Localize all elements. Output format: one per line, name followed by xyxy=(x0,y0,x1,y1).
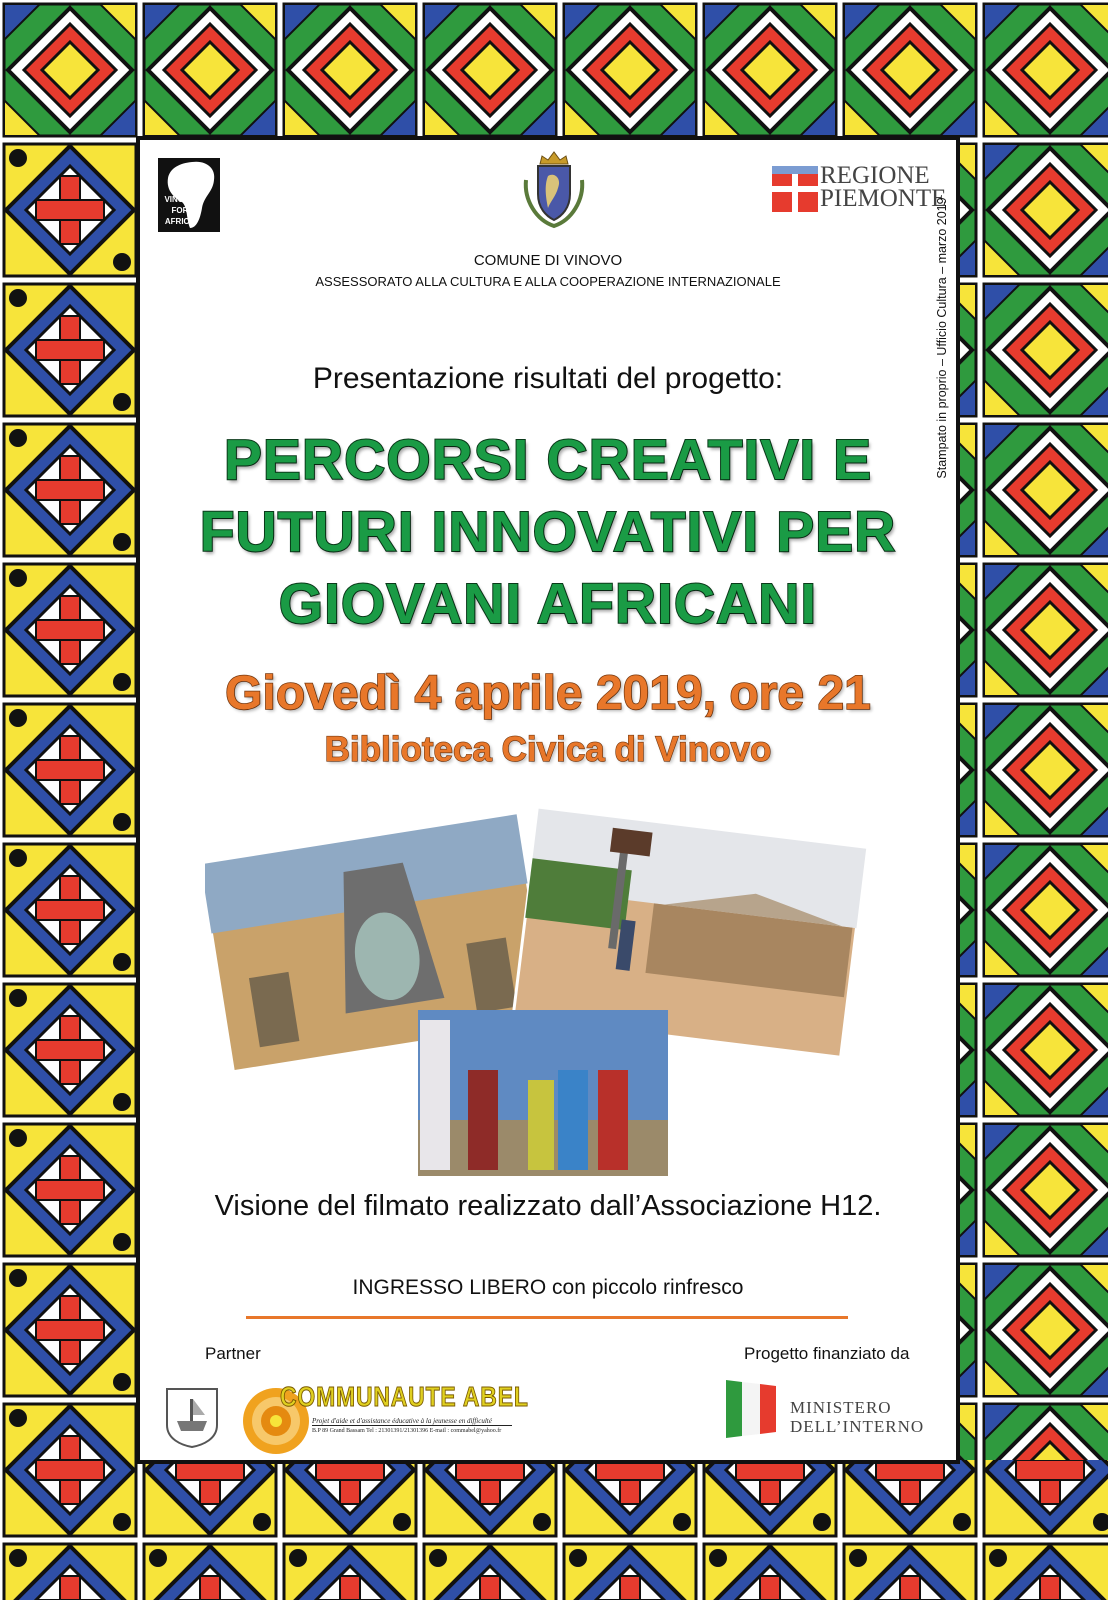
vinovo-for-africa-text: VINOVO FOR AFRICA xyxy=(164,195,196,226)
communaute-abel-name: COMMUNAUTE ABEL xyxy=(280,1381,529,1412)
event-venue: Biblioteca Civica di Vinovo xyxy=(324,730,772,769)
regione-piemonte-text xyxy=(820,164,946,210)
intro-text: Presentazione risultati del progetto: xyxy=(312,362,784,395)
ministero-line2: DELL’INTERNO xyxy=(790,1417,925,1436)
title-line-2: FUTURI INNOVATIVI PER xyxy=(199,500,897,564)
regione-piemonte-logo-icon xyxy=(772,166,818,212)
title-line-3: GIOVANI AFRICANI xyxy=(278,572,818,636)
ministero-line1: MINISTERO xyxy=(790,1398,892,1417)
ministero-text xyxy=(790,1398,924,1436)
comune-coat-of-arms-icon xyxy=(518,150,590,230)
event-date: Giovedì 4 aprile 2019, ore 21 xyxy=(225,667,871,720)
print-stamp-text: Stampato in proprio – Ufficio Cultura – marzo 2019 xyxy=(935,197,949,479)
comune-name: COMUNE DI VINOVO xyxy=(473,252,623,269)
regione-line1: REGIONE xyxy=(820,162,930,189)
grand-bassam-crest-icon xyxy=(163,1385,221,1449)
project-title xyxy=(140,424,956,640)
photo-people xyxy=(418,1010,668,1176)
orange-divider xyxy=(246,1316,848,1319)
film-screening-text: Visione del filmato realizzato dall’Associazione H12. xyxy=(214,1190,882,1222)
partner-label: Partner xyxy=(205,1344,261,1363)
comune-subtitle: ASSESSORATO ALLA CULTURA E ALLA COOPERAZIONE INTERNAZIONALE xyxy=(315,274,781,289)
abel-underline xyxy=(312,1425,512,1426)
regione-line2: PIEMONTE xyxy=(820,185,947,212)
title-line-1: PERCORSI CREATIVI E xyxy=(223,428,873,492)
funded-by-label: Progetto finanziato da xyxy=(744,1344,910,1363)
abel-description: Projet d'aide et d'assistance éducative à la jeunesse en difficulté xyxy=(312,1417,492,1425)
free-entry-text: INGRESSO LIBERO con piccolo rinfresco xyxy=(352,1276,744,1299)
ministero-flag-icon xyxy=(724,1378,778,1440)
abel-contact: B.P 89 Grand Bassam Tel : 21301391/21301396 E-mail : commabel@yahoo.fr xyxy=(312,1428,502,1434)
